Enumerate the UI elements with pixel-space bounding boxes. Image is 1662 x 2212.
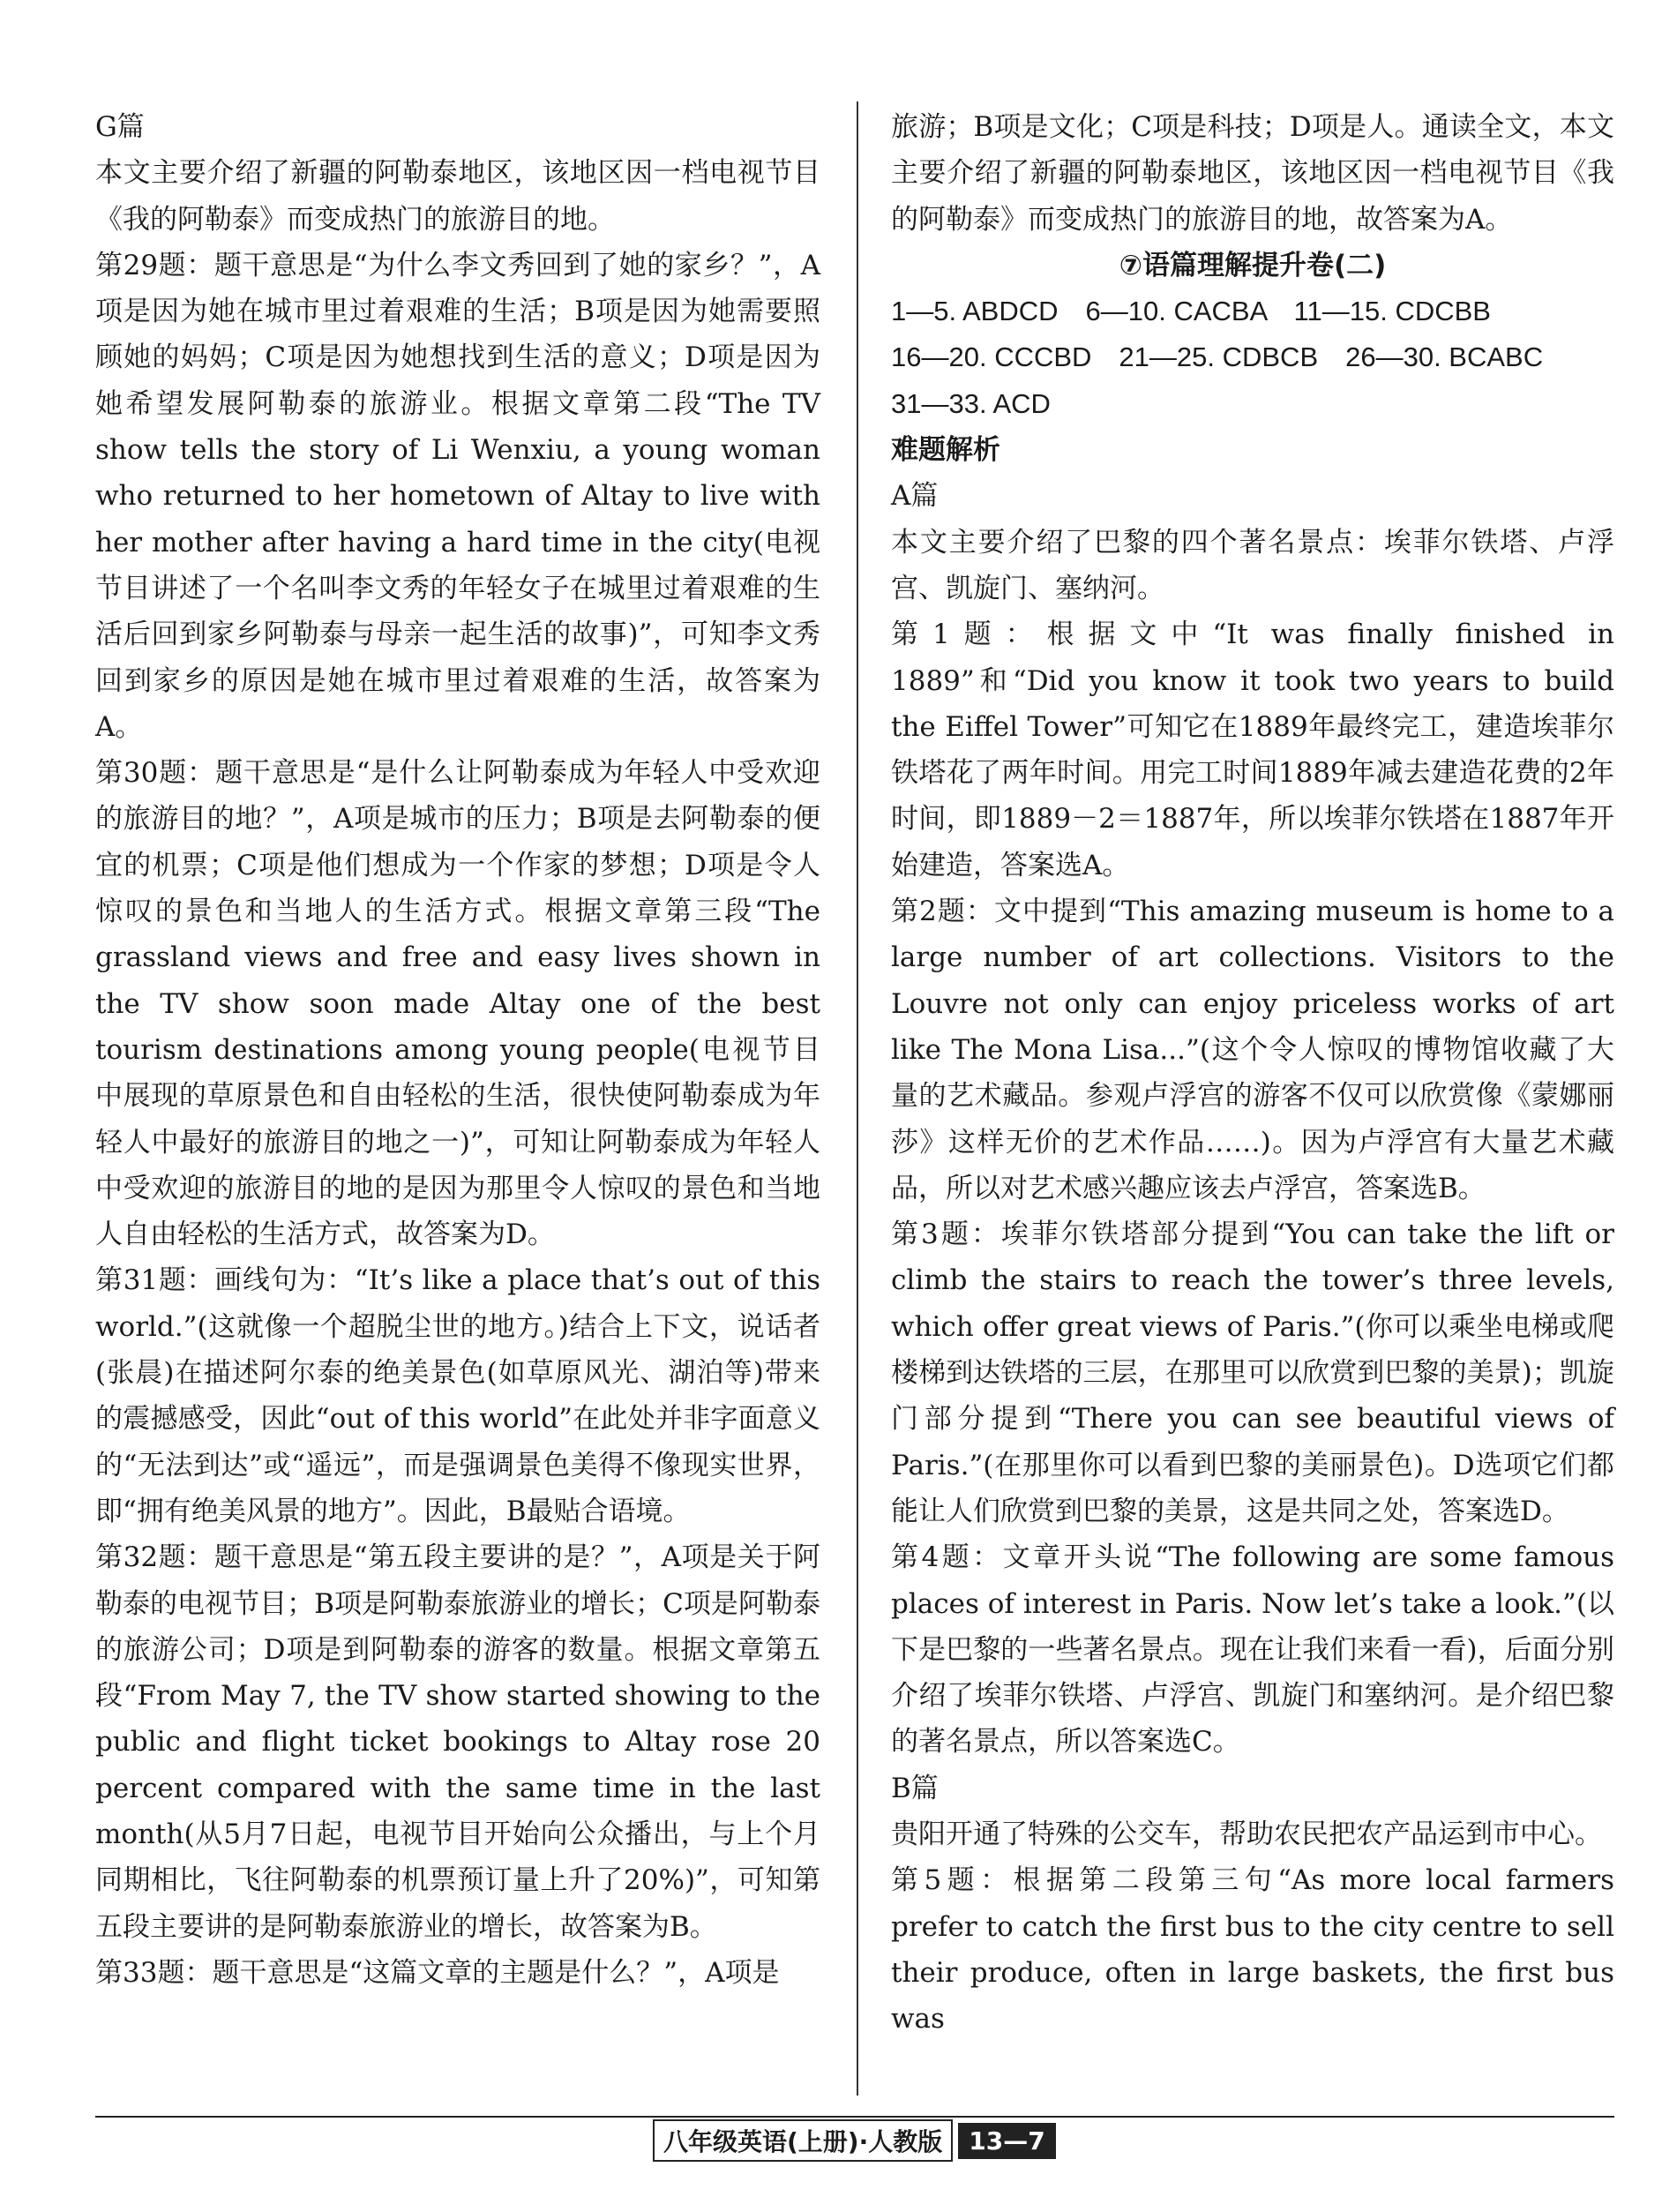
paragraph-q1: 第1题：根据文中“It was finally finished in 1889”和“Did you know it took two years to build the Eiffel Tower”可知它在1889年最终完工，建造埃菲尔铁塔花了两年时间。用完工时间1889年减去建造花费的2年时间，即1889－2＝1887年，所以埃菲尔铁塔在1887年开始建造，答案选A。 [891, 619, 1614, 881]
paragraph-b-intro: 贵阳开通了特殊的公交车，帮助农民把农产品运到市中心。 [891, 1818, 1602, 1850]
paragraph-q5: 第5题：根据第二段第三句“As more local farmers prefer to catch the first bus to the city centre to sell their produce, often in large baskets, the first bus was [891, 1864, 1614, 2036]
book-label: 八年级英语(上册)·人教版 [653, 2119, 953, 2162]
answer-line: 31—33. ACD [891, 387, 1051, 419]
section-heading-b: B篇 [891, 1772, 939, 1804]
footer-rule [95, 2116, 1614, 2118]
page-number: 13—7 [958, 2123, 1055, 2159]
answer-line: 1—5. ABDCD 6—10. CACBA 11—15. CDCBB [891, 296, 1491, 327]
paragraph-q33: 第33题：题干意思是“这篇文章的主题是什么？”，A项是 [95, 1956, 780, 1989]
test-title: ⑦语篇理解提升卷(二) [1119, 249, 1387, 281]
paragraph-q3: 第3题：埃菲尔铁塔部分提到“You can take the lift or climb the stairs to reach the tower’s three levels, which offer great views of Paris.”(你可以乘坐电梯或爬楼梯到达铁塔的三层，在那里可以欣赏到巴黎的美景)；凯旋门部分提到“There you can see beautiful views of Paris.”(在那里你可以看到巴黎的美丽景色)。D选项它们都能让人们欣赏到巴黎的美景，这是共同之处，答案选D。 [891, 1218, 1614, 1527]
paragraph-q29: 第29题：题干意思是“为什么李文秀回到了她的家乡？”，A项是因为她在城市里过着艰难的生活；B项是因为她需要照顾她的妈妈；C项是因为她想找到生活的意义；D项是因为她希望发展阿勒泰的旅游业。根据文章第二段“The TV show tells the story of Li Wenxiu, a young woman who returned to her hometown of Altay to live with her mother after having a hard time in the city(电视节目讲述了一个名叫李文秀的年轻女子在城里过着艰难的生活后回到家乡阿勒泰与母亲一起生活的故事)”，可知李文秀回到家乡的原因是她在城市里过着艰难的生活，故答案为A。 [95, 249, 820, 743]
paragraph-q31: 第31题：画线句为：“It’s like a place that’s out of this world.”(这就像一个超脱尘世的地方。)结合上下文，说话者(张晨)在描述阿尔泰的绝美景色(如草原风光、湖泊等)带来的震撼感受，因此“out of this world”在此处并非字面意义的“无法到达”或“遥远”，而是强调景色美得不像现实世界，即“拥有绝美风景的地方”。因此，B最贴合语境。 [95, 1264, 820, 1527]
paragraph-q30: 第30题：题干意思是“是什么让阿勒泰成为年轻人中受欢迎的旅游目的地？”，A项是城市的压力；B项是去阿勒泰的便宜的机票；C项是他们想成为一个作家的梦想；D项是令人惊叹的景色和当地人的生活方式。根据文章第三段“The grassland views and free and easy lives shown in the TV show soon made Altay one of the best tourism destinations among young people(电视节目中展现的草原景色和自由轻松的生活，很快使阿勒泰成为年轻人中最好的旅游目的地之一)”，可知让阿勒泰成为年轻人中受欢迎的旅游目的地的是因为那里令人惊叹的景色和当地人自由轻松的生活方式，故答案为D。 [95, 757, 820, 1251]
section-heading-a: A篇 [891, 480, 939, 513]
paragraph-q33-continued: 旅游；B项是文化；C项是科技；D项是人。通读全文，本文主要介绍了新疆的阿勒泰地区，该地区因一档电视节目《我的阿勒泰》而变成热门的旅游目的地，故答案为A。 [891, 111, 1614, 236]
column-divider [857, 101, 858, 2096]
left-column [95, 104, 820, 1996]
section-heading-g: G篇 [95, 111, 145, 143]
paragraph-q32: 第32题：题干意思是“第五段主要讲的是？”，A项是关于阿勒泰的电视节目；B项是阿勒泰旅游业的增长；C项是阿勒泰的旅游公司；D项是到阿勒泰的游客的数量。根据文章第五段“From May 7, the TV show started showing to the public and flight ticket bookings to Altay rose 20 percent compared with the same time in the last month(从5月7日起，电视节目开始向公众播出，与上个月同期相比，飞往阿勒泰的机票预订量上升了20%)”，可知第五段主要讲的是阿勒泰旅游业的增长，故答案为B。 [95, 1541, 820, 1943]
analysis-heading: 难题解析 [891, 434, 1000, 467]
paragraph-a-intro: 本文主要介绍了巴黎的四个著名景点：埃菲尔铁塔、卢浮宫、凯旋门、塞纳河。 [891, 526, 1614, 604]
answer-line: 16—20. CCCBD 21—25. CDBCB 26—30. BCABC [891, 341, 1544, 373]
paragraph-g-intro: 本文主要介绍了新疆的阿勒泰地区，该地区因一档电视节目《我的阿勒泰》而变成热门的旅游目的地。 [95, 157, 820, 236]
paragraph-q4: 第4题：文章开头说“The following are some famous places of interest in Paris. Now let’s take a look.”(以下是巴黎的一些著名景点。现在让我们来看一看)，后面分别介绍了埃菲尔铁塔、卢浮宫、凯旋门和塞纳河。是介绍巴黎的著名景点，所以答案选C。 [891, 1541, 1614, 1758]
page-footer [653, 2119, 1056, 2162]
right-column [891, 104, 1614, 2042]
paragraph-q2: 第2题：文中提到“This amazing museum is home to a large number of art collections. Visitors to the Louvre not only can enjoy priceless works of art like The Mona Lisa...”(这个令人惊叹的博物馆收藏了大量的艺术藏品。参观卢浮宫的游客不仅可以欣赏像《蒙娜丽莎》这样无价的艺术作品……)。因为卢浮宫有大量艺术藏品，所以对艺术感兴趣应该去卢浮宫，答案选B。 [891, 896, 1614, 1204]
